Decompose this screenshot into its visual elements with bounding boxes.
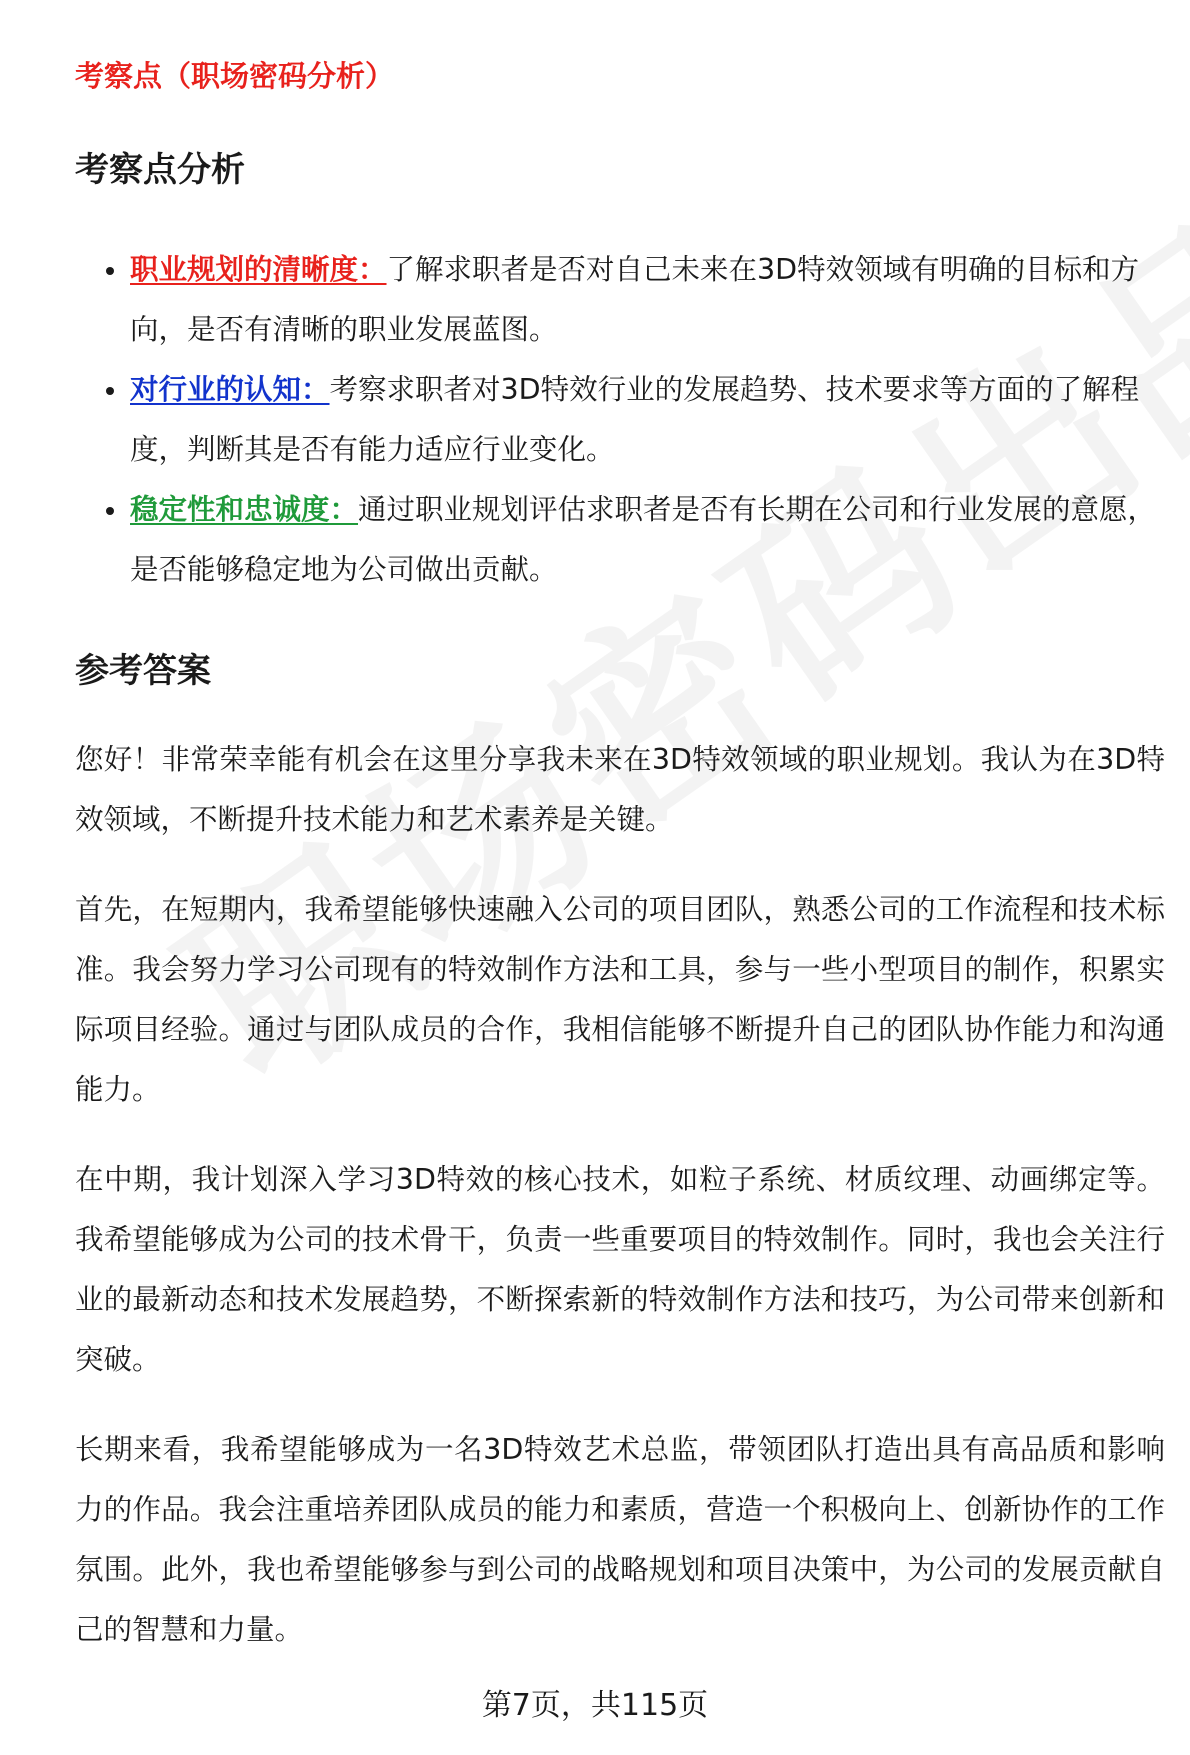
section-tag: 考察点（职场密码分析） [75, 59, 395, 93]
list-item [75, 240, 1165, 360]
key-point-text: 考察求职者对3D特效行业的发展趋势、技术要求等方面的了解程度，判断其是否有能力适应行业变化。 [130, 373, 1140, 466]
list-item [75, 360, 1165, 480]
list-item [75, 480, 1165, 600]
answer-heading: 参考答案 [75, 651, 211, 691]
key-point-label: 职业规划的清晰度： [130, 253, 387, 286]
answer-body [75, 730, 1165, 1690]
key-point-label: 对行业的认知： [130, 373, 330, 406]
analysis-heading: 考察点分析 [75, 150, 245, 190]
key-point-text: 了解求职者是否对自己未来在3D特效领域有明确的目标和方向，是否有清晰的职业发展蓝图。 [130, 253, 1140, 346]
analysis-list [75, 240, 1165, 600]
answer-paragraph: 您好！非常荣幸能有机会在这里分享我未来在3D特效领域的职业规划。我认为在3D特效领域，不断提升技术能力和艺术素养是关键。 [75, 743, 1165, 836]
answer-paragraph: 首先，在短期内，我希望能够快速融入公司的项目团队，熟悉公司的工作流程和技术标准。我会努力学习公司现有的特效制作方法和工具，参与一些小型项目的制作，积累实际项目经验。通过与团队成员的合作，我相信能够不断提升自己的团队协作能力和沟通能力。 [75, 893, 1165, 1106]
answer-paragraph: 长期来看，我希望能够成为一名3D特效艺术总监，带领团队打造出具有高品质和影响力的作品。我会注重培养团队成员的能力和素质，营造一个积极向上、创新协作的工作氛围。此外，我也希望能够参与到公司的战略规划和项目决策中，为公司的发展贡献自己的智慧和力量。 [75, 1433, 1165, 1646]
answer-paragraph: 在中期，我计划深入学习3D特效的核心技术，如粒子系统、材质纹理、动画绑定等。我希望能够成为公司的技术骨干，负责一些重要项目的特效制作。同时，我也会关注行业的最新动态和技术发展趋势，不断探索新的特效制作方法和技巧，为公司带来创新和突破。 [75, 1163, 1165, 1376]
key-point-label: 稳定性和忠诚度： [130, 493, 359, 526]
key-point-text: 通过职业规划评估求职者是否有长期在公司和行业发展的意愿，是否能够稳定地为公司做出贡献。 [130, 493, 1157, 586]
page-number: 第7页，共115页 [481, 1688, 709, 1723]
